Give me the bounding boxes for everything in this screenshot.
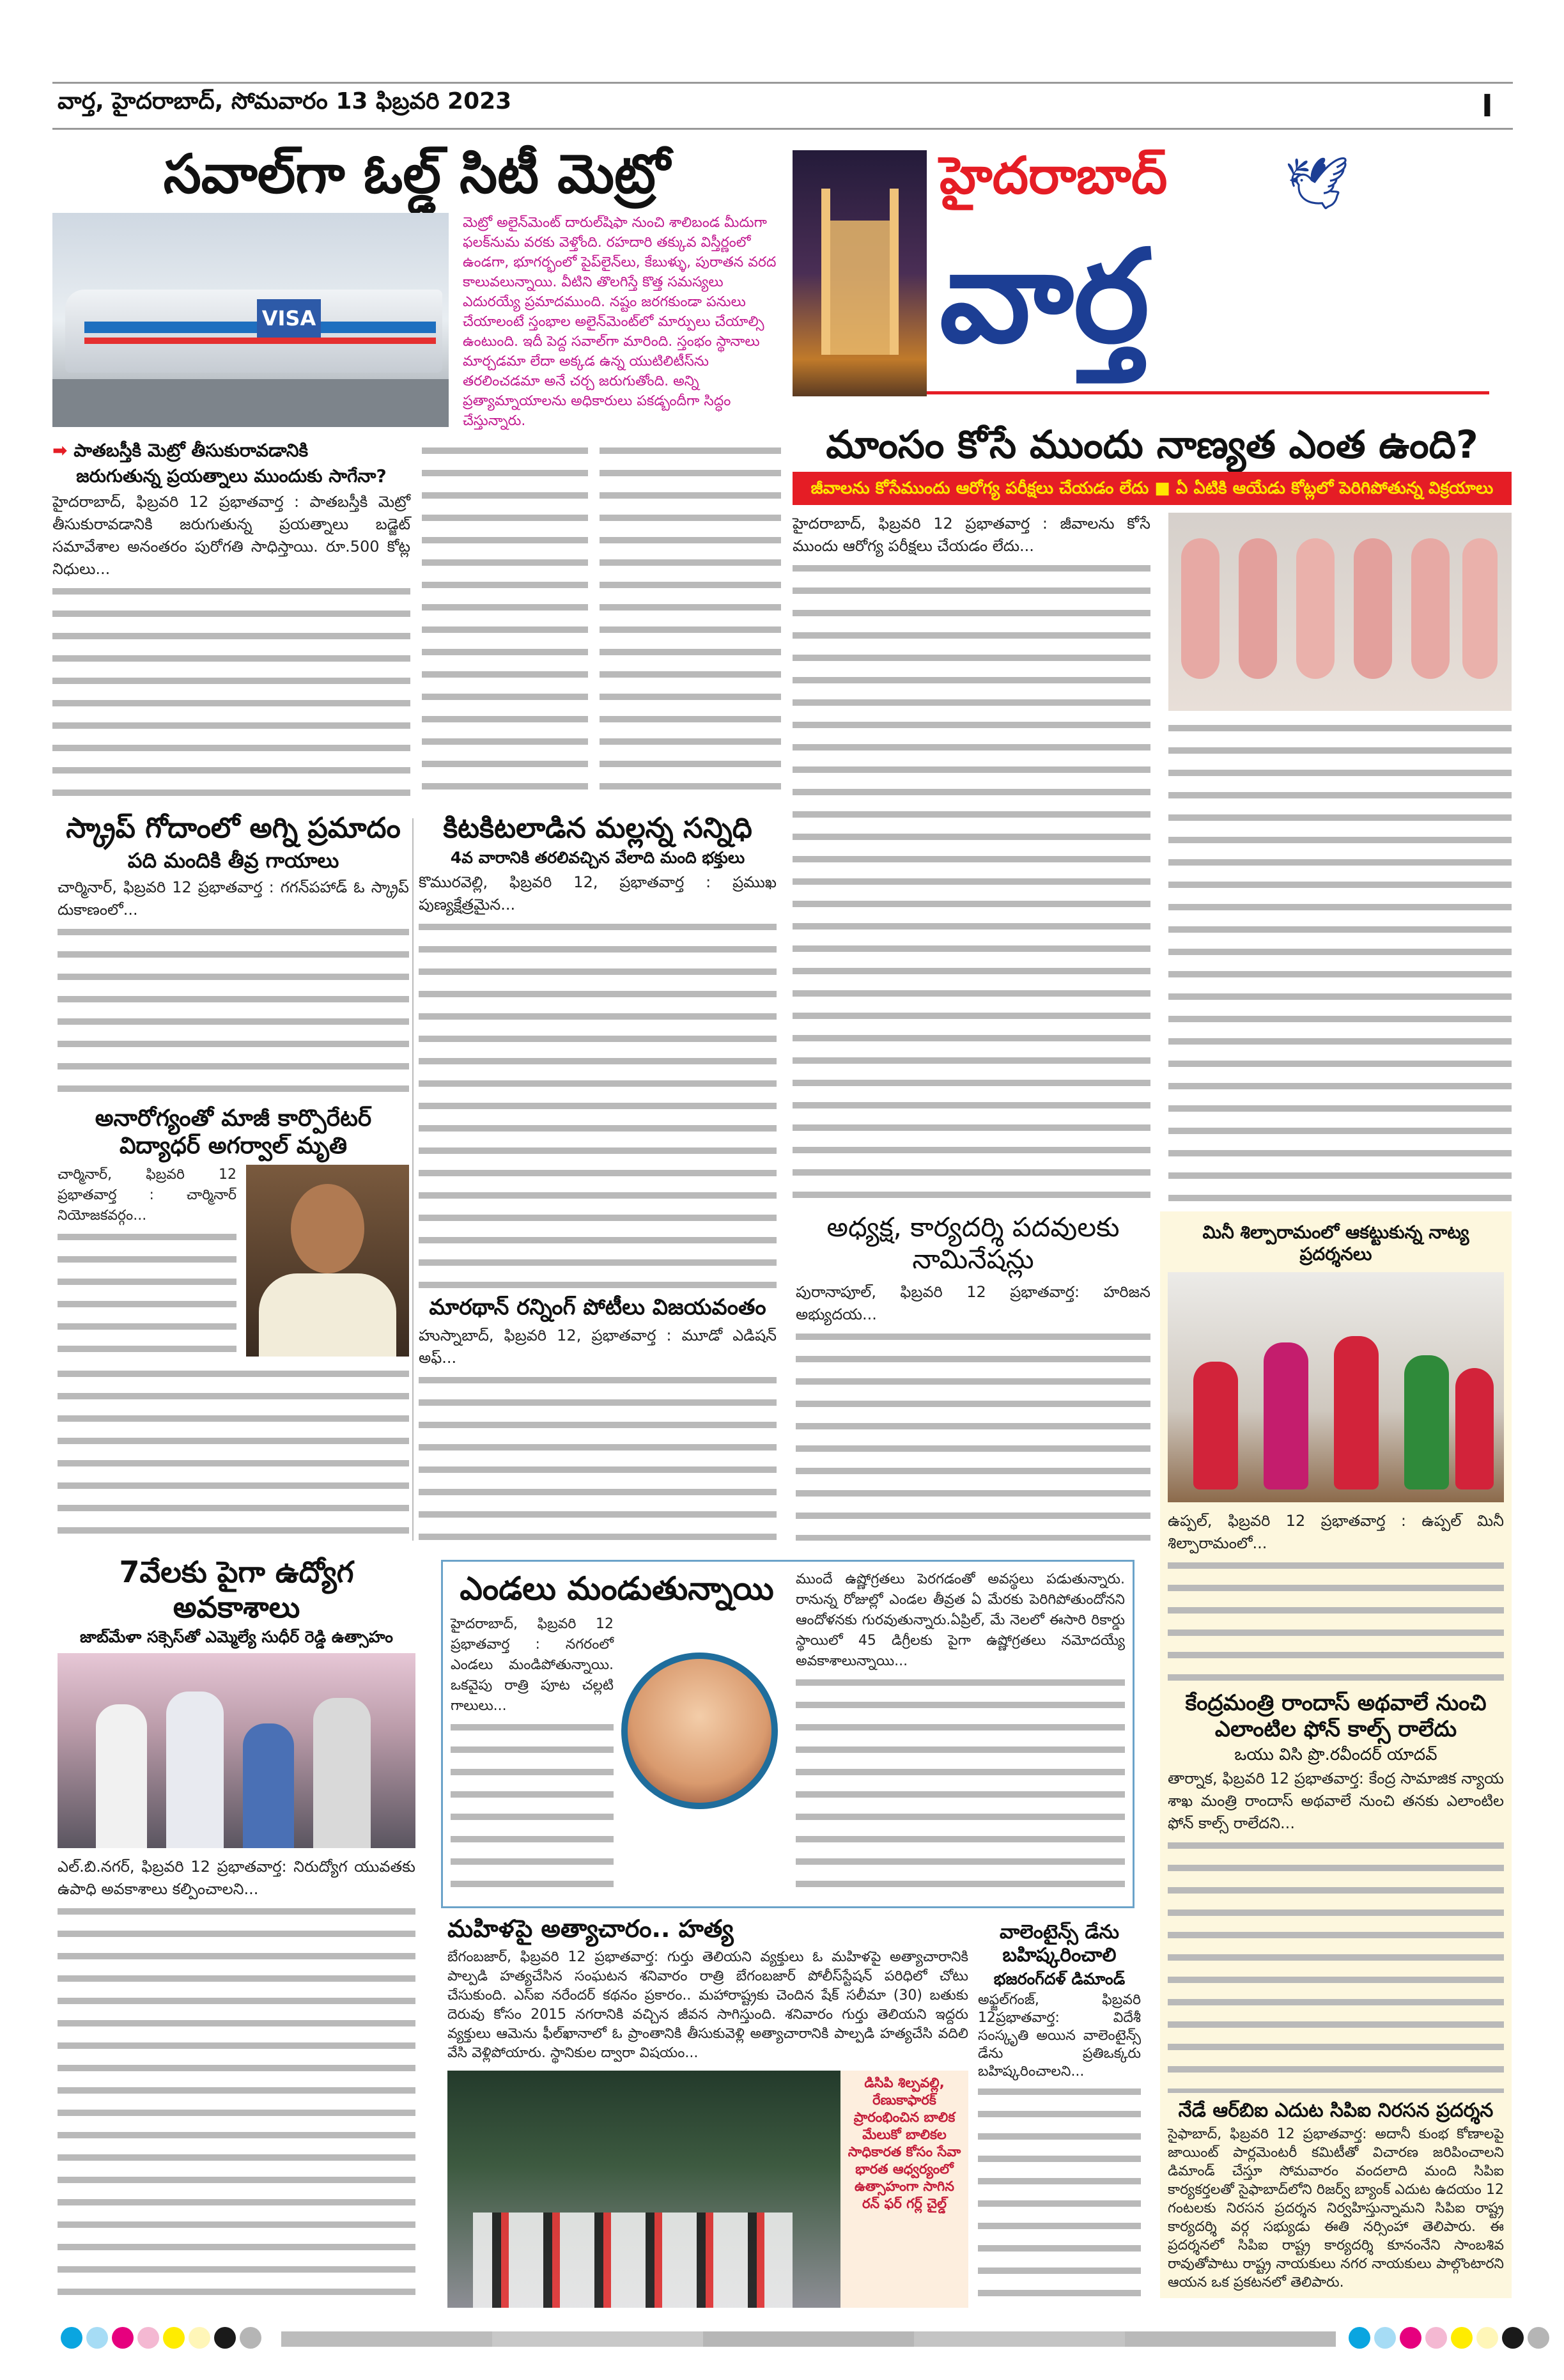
girl-child-run-photo [447,2071,840,2308]
shilparamam-body-text [1168,1555,1504,1684]
nominations-headline: అధ్యక్ష, కార్యదర్శి పదవులకు నామినేషన్లు [826,1211,1120,1275]
dateline: వార్త, హైదరాబాద్, సోమవారం 13 ఫిబ్రవరి 2023 [58,88,512,114]
fire-article [58,812,409,1096]
minister-subhead: ఒయు విసి ప్రొ.రవీందర్ యాదవ్ [1234,1745,1437,1764]
heat-woman-photo [621,1653,778,1809]
metro-blurb: మెట్రో అలైన్‌మెంట్ దారుల్‌షిఫా నుంచి శాలిబండ మీదుగా ఫలక్‌నుమ వరకు వెళ్తోంది. రహదారి తక్కువ విస్తీర్ణంలో ఉండగా, భూగర్భంలో పైప్‌లైన్‌లు, కేబుళ్ళు, పురాతన వరద కాలువలున్నాయి. వీటిని తొలగిస్తే కొత్త సమస్యలు ఎదురయ్యే ప్రమాదముంది. నష్టం జరగకుండా పనులు చేయాలంటే స్తంభాల అలైన్‌మెంట్‌లో మార్పులు చేయాల్సి ఉంటుంది. ఇదీ పెద్ద సవాల్‌గా మారింది. స్తంభం స్థానాలు మార్చడమా లేదా అక్కడ ఉన్న యుటిలిటీస్‌ను తరలించడమా అనే చర్చ జరుగుతోంది. అన్ని ప్రత్యామ్నాయాలను అధికారులు పకడ్బందీగా సిద్ధం చేస్తున్నారు. [463,214,777,429]
metro-subhead-1: ➡ పాతబస్తీకి మెట్రో తీసుకురావడానికి [52,439,309,461]
cpi-headline: నేడే ఆర్‌బిఐ ఎదుట సిపిఐ నిరసన ప్రదర్శన [1178,2099,1494,2122]
masthead-underline [927,391,1489,394]
shilparamam-body: ఉప్పల్, ఫిబ్రవరి 12 ప్రభాతవార్త : ఉప్పల్ మినీ శిల్పారామంలో... [1168,1512,1504,1553]
page-marker: I [1482,88,1493,124]
dove-icon: 🕊 [1285,153,1350,213]
valentine-headline: వాలెంటైన్స్ డేను బహిష్కరించాలి [1000,1921,1119,1966]
dance-photo [1168,1272,1504,1502]
meat-article [793,422,1512,1202]
metro-body: హైదరాబాద్, ఫిబ్రవరి 12 ప్రభాతవార్త : పాతబస్తీకి మెట్రో తీసుకురావడానికి జరుగుతున్న ప్రయత్నాలు బడ్జెట్ సమావేశాల అనంతరం పురోగతి సాధిస్తాయి. రూ.500 కోట్ల నిధులు... [52,492,410,578]
heat-body-right-text [796,1672,1125,1899]
jobs-subhead: జాబ్‌మేళా సక్సెస్‌తో ఎమ్మెల్యే సుధీర్ రెడ్డి ఉత్సాహం [80,1628,393,1647]
marathon-body-text [419,1369,777,1544]
atrocity-headline: మహిళపై అత్యాచారం.. హత్య [447,1915,734,1943]
marathon-article [419,1295,777,1544]
minister-headline: కేంద్రమంత్రి రాందాస్ అథవాలే నుంచి ఎలాంటిల ఫోన్ కాల్స్ రాలేదు [1185,1690,1487,1742]
jobs-headline: 7వేలకు పైగా ఉద్యోగ అవకాశాలు [119,1555,354,1625]
agarwal-body: చార్మినార్, ఫిబ్రవరి 12 ప్రభాతవార్త : చార్మినార్ నియోజకవర్గం... [58,1167,236,1224]
mallanna-body: కొమురవెల్లి, ఫిబ్రవరి 12, ప్రభాతవార్త : ప్రముఖ పుణ్యక్షేత్రమైన... [419,873,777,914]
fire-body-text [58,921,409,1096]
column-divider [412,818,414,1541]
agarwal-headline: అనారోగ్యంతో మాజీ కార్పొరేటర్ విద్యాధర్ అగర్వాల్ మృతి [95,1105,372,1160]
arrow-icon: ➡ [52,439,74,461]
meat-banner: జీవాలను కోసేముందు ఆరోగ్య పరీక్షలు చేయడం లేదు ■ ఏ ఏటికి ఆయేడు కోట్లలో పెరిగిపోతున్న విక్రయాలు [793,472,1512,505]
valentine-body-text [978,2081,1141,2301]
run-caption-box [840,2071,968,2308]
heat-body: హైదరాబాద్, ఫిబ్రవరి 12 ప్రభాతవార్త : నగరంలో ఎండలు మండిపోతున్నాయి. ఒకవైపు రాత్రి పూట చల్లటి గాలులు... [451,1616,614,1714]
minister-body: తార్నాక, ఫిబ్రవరి 12 ప్రభాతవార్త: కేంద్ర సామాజిక న్యాయ శాఖ మంత్రి రాందాస్ అథవాలే నుంచి తనకు ఎలాంటిల ఫోన్ కాల్స్ రాలేదని... [1168,1769,1504,1832]
metro-train-photo [52,213,449,427]
color-registration-right [1349,2327,1553,2351]
fire-headline: స్క్రాప్ గోదాంలో అగ్ని ప్రమాదం [66,812,401,844]
top-rule [52,82,1513,84]
mallanna-headline: కిటకిటలాడిన మల్లన్న సన్నిధి [443,812,752,844]
metro-body-col2 [422,440,588,800]
train-visa-label: VISA [257,299,321,338]
marathon-body: హుస్నాబాద్, ఫిబ్రవరి 12, ప్రభాతవార్త : మూడో ఎడిషన్ అఫ్... [419,1326,777,1367]
meat-headline: మాంసం కోసే ముందు నాణ్యత ఎంత ఉంది? [826,423,1478,467]
meat-shop-photo [1168,513,1512,711]
atrocity-article [447,1915,968,2308]
mallanna-article [419,812,777,1288]
jobs-article [58,1555,415,2296]
fire-body: చార్మినార్, ఫిబ్రవరి 12 ప్రభాతవార్త : గగన్‌పహాడ్ ఓ స్క్రాప్ దుకాణంలో... [58,878,409,919]
heat-body-right: ముందే ఉష్ణోగ్రతలు పెరగడంతో అవస్థలు పడుతున్నారు. రానున్న రోజుల్లో ఎండల తీవ్రత ఏ మేరకు పెరిగిపోతుందోనని ఆందోళనకు గురవుతున్నారు.ఏప్రిల్, మే నెలలో ఈసారి రికార్డు స్థాయిలో 45 డిగ్రీలకు పైగా ఉష్ణోగ్రతలు నమోదయ్యే అవకాశాలున్నాయి... [796,1571,1125,1669]
meat-body-text [793,557,1150,1202]
right-cream-panel [1160,1211,1512,2298]
marathon-headline: మారథాన్ రన్నింగ్ పోటీలు విజయవంతం [429,1295,766,1320]
grey-registration-bar [281,2331,1336,2347]
color-registration-left [61,2327,265,2351]
header-rule [52,128,1513,130]
cpi-body: సైఫాబాద్, ఫిబ్రవరి 12 ప్రభాతవార్త: అదానీ కుంభ కోణాలపై జాయింట్ పార్లమెంటరీ కమిటీతో విచారణ జరిపించాలని డిమాండ్ చేస్తూ సోమవారం వందలాది మంది సిపిఐ కార్యకర్తలతో సైఫాబాద్‌లోని రిజర్వ్ బ్యాంక్ ఎదుట ఉదయం 12 గంటలకు నిరసన ప్రదర్శన నిర్వహిస్తున్నామని సిపిఐ రాష్ట్ర కార్యదర్శి వర్గ సభ్యుడు ఈతి నర్సింహా తెలిపారు. ఈ ప్రదర్శనలో సిపిఐ రాష్ట్ర కార్యదర్శి కూనంనేని సాంబశివ రావుతోపాటు రాష్ట్ర నాయకులు నగర నాయకులు పాల్గొంటారని ఆయన ఒక ప్రకటనలో తెలిపారు. [1168,2126,1504,2291]
heat-headline: ఎండలు మండుతున్నాయి [460,1570,774,1607]
mallanna-subhead: 4వ వారానికి తరలివచ్చిన వేలాది మంది భక్తులు [450,848,745,867]
shilparamam-headline: మినీ శిల్పారామంలో ఆకట్టుకున్న నాట్య ప్రదర్శనలు [1202,1222,1469,1264]
valentine-body: అఫ్జల్‌గంజ్, ఫిబ్రవరి 12ప్రభాతవార్త: విదేశీ సంస్కృతి అయిన వాలెంటైన్స్ డేను ప్రతిఒక్కరు బహిష్కరించాలని... [978,1992,1141,2080]
fire-subhead: పది మందికి తీవ్ర గాయాలు [127,848,339,873]
jobs-body: ఎల్.బి.నగర్, ఫిబ్రవరి 12 ప్రభాతవార్త: నిరుద్యోగ యువతకు ఉపాధి అవకాశాలు కల్పించాలని... [58,1858,415,1899]
nominations-article [796,1211,1150,1541]
metro-headline: సవాల్‌గా ఓల్డ్ సిటీ మెట్రో [163,143,670,205]
meat-body: హైదరాబాద్, ఫిబ్రవరి 12 ప్రభాతవార్త : జీవాలను కోసే ముందు ఆరోగ్య పరీక్షలు చేయడం లేదు... [793,515,1150,555]
heat-body-text [451,1716,614,1899]
heat-box [441,1560,1134,1908]
agarwal-portrait [246,1165,409,1357]
minister-body-text [1168,1835,1504,2093]
atrocity-body: బేగంబజార్, ఫిబ్రవరి 12 ప్రభాతవార్త: గుర్తు తెలియని వ్యక్తులు ఓ మహిళపై అత్యాచారానికి పాల్పడి హత్యచేసిన సంఘటన శనివారం రాత్రి బేగంబజార్ పోలీస్‌స్టేషన్ పరిధిలో చోటు చేసుకుంది. ఎస్‌ఐ నరేందర్ కథనం ప్రకారం.. మహారాష్ట్రకు చెందిన షేక్ సలీమా (30) బతుకు దెరువు కోసం 2015 నగరానికి వచ్చిన జీవన సాగిస్తుంది. శనివారం గుర్తు తెలియని ఇద్దరు వ్యక్తులు ఆమెను ఫీల్‌ఖానాలో ఓ ప్రాంతానికి తీసుకువెళ్లి అత్యాచారానికి పాల్పడి హత్యచేసి వదిలి వేసి వెళ్లిపోయారు. స్థానికుల ద్వారా విషయం... [447,1948,968,2061]
valentine-article [978,1921,1141,2301]
valentine-subhead: భజరంగ్‌దళ్ డిమాండ్ [993,1970,1126,1988]
masthead-name: వార్త [940,222,1150,371]
agarwal-article [58,1105,409,1544]
masthead-city: హైదరాబాద్ [940,146,1168,205]
metro-body-col3 [600,440,781,800]
job-mela-photo [58,1653,415,1848]
mallanna-body-text [419,916,777,1288]
nominations-body: పురానాపూల్, ఫిబ్రవరి 12 ప్రభాతవార్త: హరిజన అభ్యుదయ... [796,1282,1150,1323]
run-caption: డిసిపి శిల్పవల్లి, రేణుకాఫారక్ ప్రారంభించిన బాలిక మేలుకో బాలికల సాధికారత కోసం సేవా భారత ఆధ్వర్యంలో ఉత్సాహంగా సాగిన రన్ ఫర్ గర్ల్ చైల్డ్ [848,2074,961,2211]
agarwal-body-col2 [58,1363,409,1544]
jobs-body-text [58,1901,415,2296]
nominations-body-text [796,1326,1150,1541]
metro-article [52,142,781,800]
metro-subhead-2: జరుగుతున్న ప్రయత్నాలు ముందుకు సాగేనా? [76,465,387,486]
charminar-photo [793,150,927,396]
meat-body-col2 [1168,717,1512,1202]
metro-body-text [52,580,410,800]
agarwal-body-text [58,1226,236,1357]
